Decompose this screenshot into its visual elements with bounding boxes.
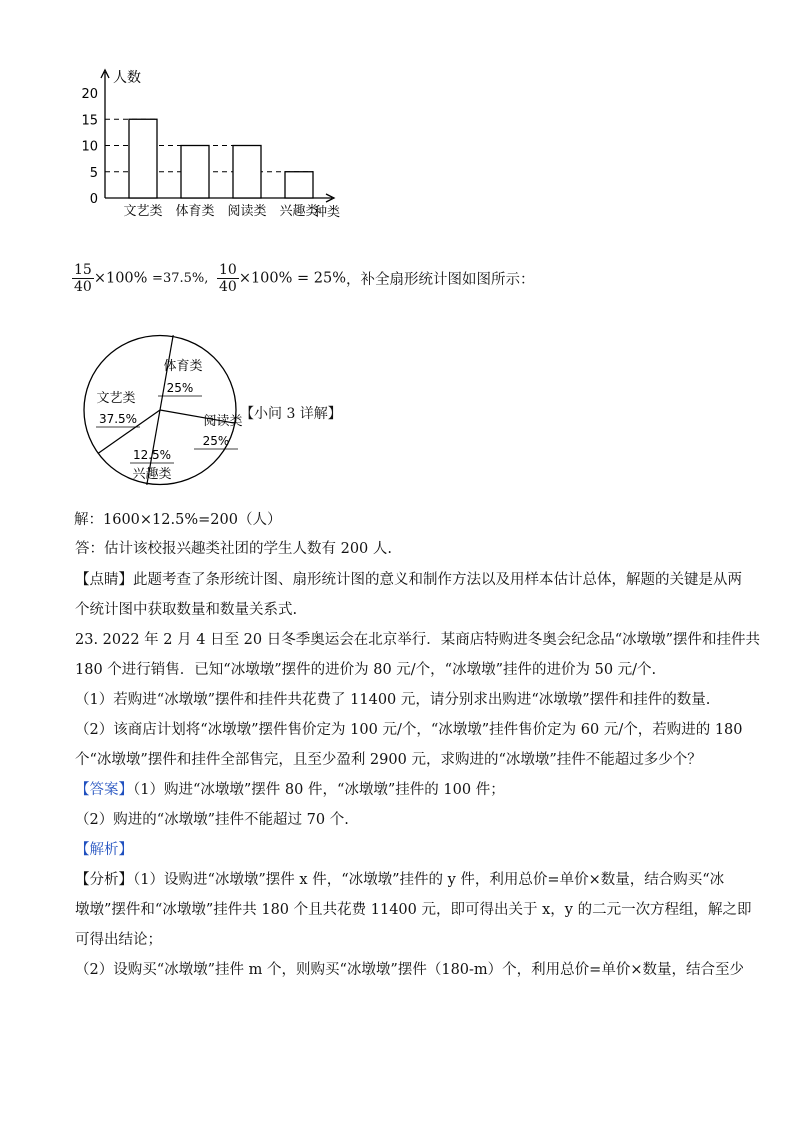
calc-result-2: ×100% = 25% [238,270,347,287]
pie-slice-value: 25% [202,434,230,448]
x-axis-label: 种类 [314,205,341,220]
calc-times-100: ×100% [93,270,148,287]
question-23-part-1: （1）若购进“冰墩墩”摆件和挂件共花费了 11400 元，请分别求出购进“冰墩墩”摆件和挂件的数量. [75,692,711,708]
pie-slice-value: 25% [166,381,194,395]
x-tick-label: 兴趣类 [279,204,319,219]
question-23-part-2-line-1: （2）该商店计划将“冰墩墩”摆件售价定为 100 元/个，“冰墩墩”挂件售价定为 60 元/个，若购进的 180 [75,722,743,738]
analysis-line-1: （1）设购进“冰墩墩”摆件 x 件，“冰墩墩”挂件的 y 件，利用总价=单价×数量，结合购买“冰 [133,872,725,888]
answer-line: 答：估计该校报兴趣类社团的学生人数有 200 人. [75,541,393,557]
x-tick-label: 体育类 [175,204,215,219]
bar [233,146,261,199]
fraction-10-40 [217,262,239,295]
solution-line: 解：1600×12.5%=200（人） [74,512,282,528]
fraction-denominator: 40 [218,279,237,295]
pie-slice-value: 37.5% [98,412,138,426]
bar-chart [70,60,370,225]
answer-line-1: （1）购进“冰墩墩”摆件 80 件，“冰墩墩”挂件的 100 件； [133,782,505,798]
y-tick-label: 10 [81,139,98,155]
analysis-label: 【分析】 [75,872,133,888]
pie-slice-name: 兴趣类 [132,467,172,482]
analysis-line-2: 墩墩”摆件和“冰墩墩”挂件共 180 个且共花费 11400 元，即可得出关于 x，y 的二元一次方程组，解之即 [75,902,752,918]
comment-line-2: 个统计图中获取数量和数量关系式. [75,602,298,618]
bar [285,172,313,198]
analysis-tag: 【解析】 [75,842,133,858]
y-tick-label: 15 [81,113,98,129]
y-axis-label: 人数 [113,70,141,86]
answer-block-1 [75,778,505,799]
y-tick-label: 0 [89,192,98,207]
calc-tail-text: ，补全扇形统计图如图所示： [346,272,535,288]
pie-slice-value: 12.5% [132,448,172,462]
x-tick-label: 阅读类 [227,204,267,219]
analysis-line-4: （2）设购买“冰墩墩”挂件 m 个，则购买“冰墩墩”摆件（180-m）个，利用总价=单价×数量，结合至少 [75,962,744,978]
fraction-15-40 [72,262,94,295]
pie-slice-name: 体育类 [163,359,203,374]
pie-chart [70,330,250,490]
question-23-line-1: 23. 2022 年 2 月 4 日至 20 日冬季奥运会在北京举行．某商店特购进冬奥会纪念品“冰墩墩”摆件和挂件共 [75,632,761,648]
y-tick-label: 5 [89,165,98,181]
fraction-denominator: 40 [74,279,92,295]
comment-line: 【点睛】此题考查了条形统计图、扇形统计图的意义和制作方法以及用样本估计总体，解题的关键是从两 [75,572,742,588]
x-tick-label: 文艺类 [123,204,163,219]
answer-line-2: （2）购进的“冰墩墩”挂件不能超过 70 个. [75,812,349,828]
analysis-block-1 [75,868,724,889]
calc-line [72,262,535,295]
analysis-line-3: 可得出结论； [75,932,162,948]
question-23-line-2: 180 个进行销售．已知“冰墩墩”摆件的进价为 80 元/个，“冰墩墩”挂件的进价为 50 元/个. [75,662,657,678]
y-tick-label: 20 [81,87,98,102]
answer-tag: 【答案】 [75,782,133,798]
question-23-part-2-line-2: 个“冰墩墩”摆件和挂件全部售完，且至少盈利 2900 元，求购进的“冰墩墩”挂件不能超过多少个？ [75,752,702,768]
pie-slice-name: 阅读类 [203,414,243,429]
fraction-numerator: 15 [74,262,92,278]
bar [181,146,209,199]
calc-result-1: =37.5%, [152,271,209,286]
pie-slice-name: 文艺类 [96,391,136,406]
fraction-numerator: 10 [218,262,237,278]
subquestion-3-label: 【小问 3 详解】 [240,406,342,422]
bar [129,119,157,198]
